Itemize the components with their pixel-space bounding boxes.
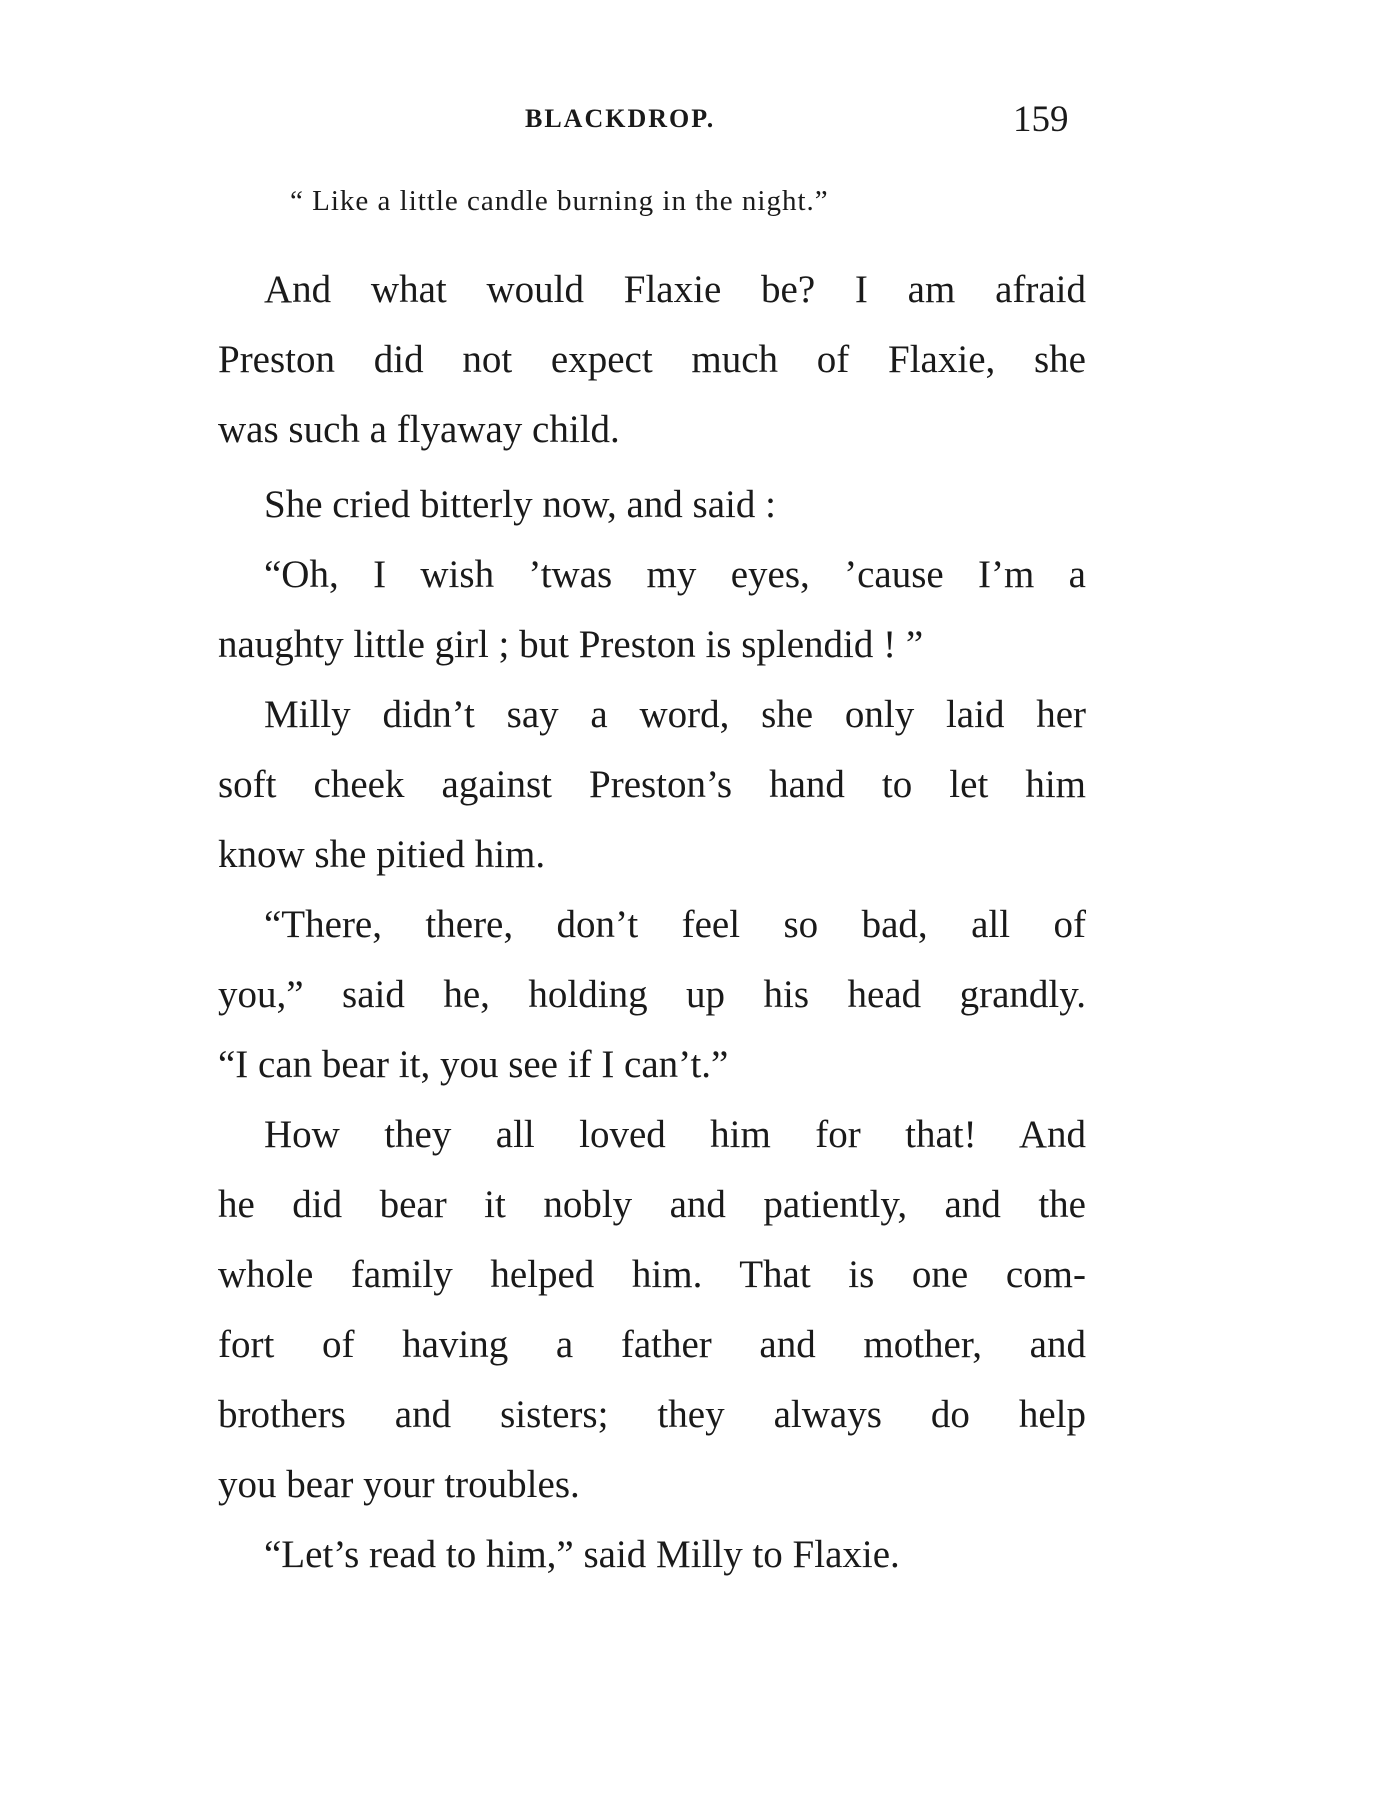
text-line: “I can bear it, you see if I can’t.”: [218, 1043, 729, 1086]
text-line: Milly didn’t say a word, she only laid her: [264, 693, 1086, 736]
text-line: know she pitied him.: [218, 833, 546, 876]
text-line: was such a flyaway child.: [218, 408, 620, 451]
text-line: whole family helped him. That is one com-: [218, 1253, 1086, 1296]
text-line: “Let’s read to him,” said Milly to Flaxie.: [264, 1533, 900, 1576]
text-line: you,” said he, holding up his head grandly.: [218, 973, 1086, 1016]
running-title: BLACKDROP.: [525, 104, 716, 133]
text-line: “There, there, don’t feel so bad, all of: [264, 903, 1086, 946]
text-line: And what would Flaxie be? I am afraid: [264, 268, 1086, 311]
text-line: She cried bitterly now, and said :: [264, 483, 776, 526]
page-number: 159: [1013, 99, 1069, 140]
text-line: he did bear it nobly and patiently, and the: [218, 1183, 1086, 1226]
text-line: you bear your troubles.: [218, 1463, 580, 1506]
running-head: [0, 100, 1384, 144]
text-line: Preston did not expect much of Flaxie, she: [218, 338, 1086, 381]
body-text: [218, 255, 1086, 1590]
text-line: fort of having a father and mother, and: [218, 1323, 1086, 1366]
epigraph: “ Like a little candle burning in the night.”: [290, 185, 829, 217]
text-line: How they all loved him for that! And: [264, 1113, 1086, 1156]
text-line: brothers and sisters; they always do help: [218, 1393, 1086, 1436]
text-line: soft cheek against Preston’s hand to let him: [218, 763, 1086, 806]
text-line: “Oh, I wish ’twas my eyes, ’cause I’m a: [264, 553, 1086, 596]
text-line: naughty little girl ; but Preston is splendid ! ”: [218, 623, 924, 666]
